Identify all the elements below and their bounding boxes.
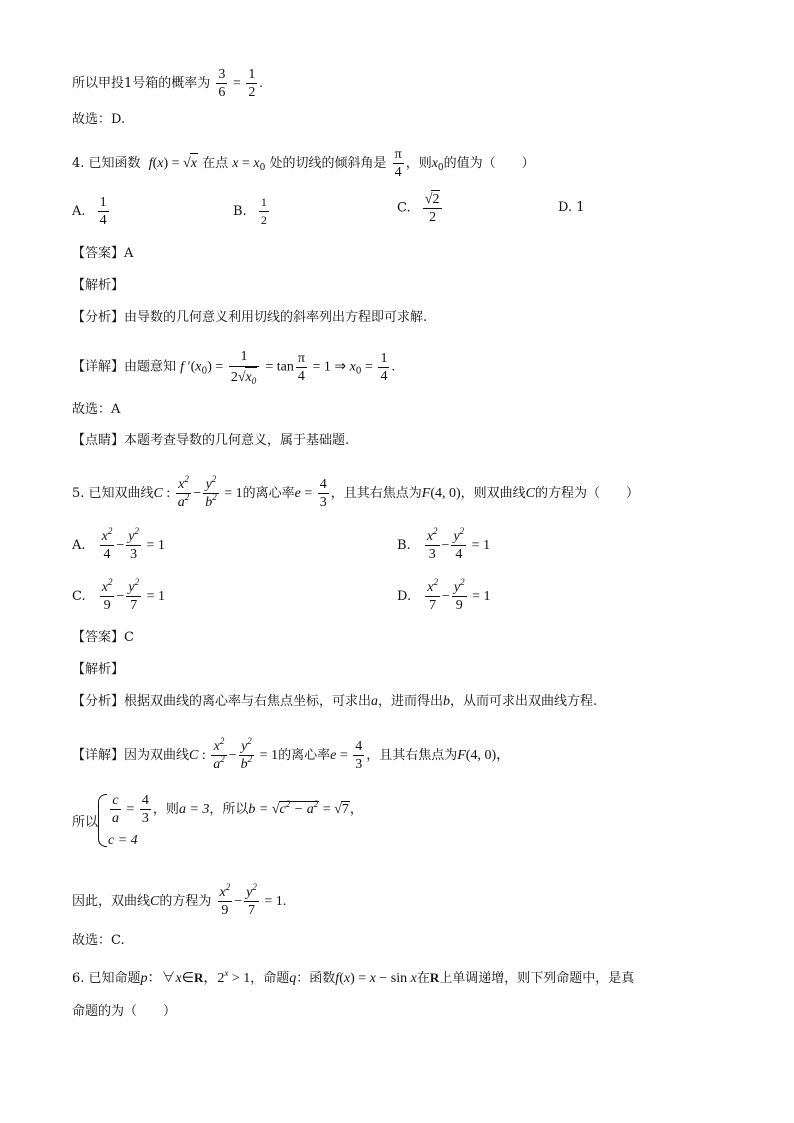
q5-fenxi: 【分析】根据双曲线的离心率与右焦点坐标，可求出a，进而得出b，从而可求出双曲线方程. [72,694,598,709]
q5-option-b[interactable]: B. $\frac{x^2}{3}$ − $\frac{y^2}{4}$ = 1 [397,526,491,562]
equation-system-brace: $\frac{c}{a}$ = $\frac{4}{3}$ ，则a = 3，所以$b = √c^2 - a^2 = √7$， c = 4 [98,792,363,849]
q5-system: 所以 $\frac{c}{a}$ = $\frac{4}{3}$ ，则a = 3，所以$b = √c^2 - a^2 = √7$， c = 4 [72,793,363,848]
q4-analysis-tag: 【解析】 [72,278,125,293]
q6-stem-line2: 命题的为（ ） [72,1004,177,1019]
q4-detail: 【详解】由题意知 f $'(x_0)$ = $\frac{1}{2√x_0}$ = tan $\frac{\pi}{4}$ = 1 ⇒ $x_0$ = $\frac{1}{4}$ . [72,349,395,386]
q4-fenxi: 【分析】由导数的几何意义利用切线的斜率列出方程即可求解. [72,310,428,325]
prob3-choose: 故选：D. [72,112,126,127]
q6-stem: 6. 已知命题p：∀x∈R，$2^x > 1$，命题q：函数f(x) = x − sin x在R上单调递增，则下列命题中，是真 [72,968,635,986]
q5-option-d[interactable]: D. $\frac{x^2}{7}$ − $\frac{y^2}{9}$ = 1 [397,577,491,613]
q4-option-c[interactable]: C. $\frac{√2}{2}$ [397,190,444,226]
q5-option-a[interactable]: A. $\frac{x^2}{4}$ − $\frac{y^2}{3}$ = 1 [72,526,165,562]
fraction: $\frac{1}{2}$ [248,67,256,100]
q4-answer: 【答案】A [72,246,134,261]
q5-choose: 故选：C. [72,933,125,948]
q5-detail: 【详解】因为双曲线C : $\frac{x^2}{a^2}$ − $\frac{y^2}{b^2}$ = 1的离心率e = $\frac{4}{3}$ ，且其右焦点为F(4, 0)， [72,736,511,772]
fraction: $\frac{\pi}{4}$ [394,147,402,180]
q5-stem: 5. 已知双曲线C : $\frac{x^2}{a^2}$ − $\frac{y^2}{b^2}$ = 1的离心率e = $\frac{4}{3}$ ，且其右焦点为F(4, 0)，则双曲线C的方程为（ ） [72,474,640,510]
q4-option-d[interactable]: D. 1 [558,200,585,215]
prob3-conclusion: 所以甲投1号箱的概率为 $\frac{3}{6}$ = $\frac{1}{2}$ . [72,67,263,100]
fraction: $\frac{3}{6}$ [218,67,226,100]
q5-conclusion: 因此，双曲线C的方程为 $\frac{x^2}{9}$ − $\frac{y^2}{7}$ = 1. [72,882,287,918]
q4-option-b[interactable]: B. $\frac{1}{2}$ [233,195,267,227]
q4-choose: 故选：A [72,402,121,417]
q4-dianjing: 【点睛】本题考查导数的几何意义，属于基础题. [72,433,350,448]
q5-analysis-tag: 【解析】 [72,662,125,677]
q5-answer: 【答案】C [72,630,134,645]
q4-stem: 4. 已知函数 f(x) = √x 在点 $x = x_0$ 处的切线的倾斜角是 $\frac{\pi}{4}$ ，则$x_0$的值为（ ） [72,147,535,180]
q5-option-c[interactable]: C. $\frac{x^2}{9}$ − $\frac{y^2}{7}$ = 1 [72,577,166,613]
q4-option-a[interactable]: A. $\frac{1}{4}$ [72,195,107,228]
